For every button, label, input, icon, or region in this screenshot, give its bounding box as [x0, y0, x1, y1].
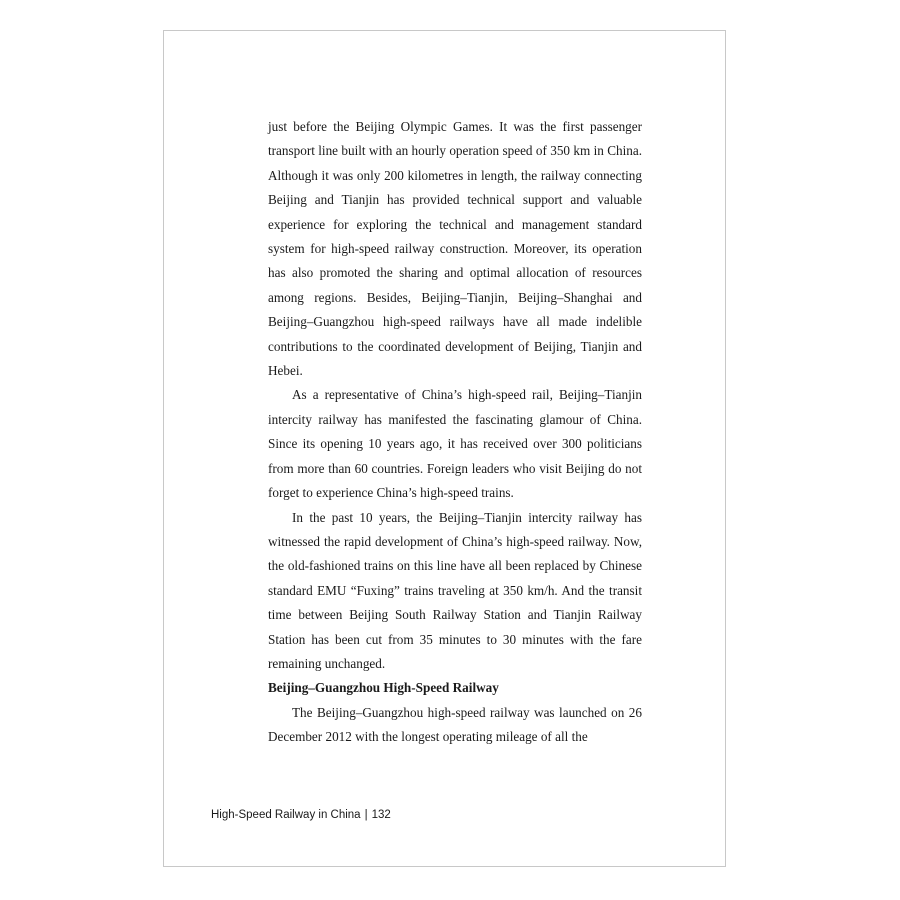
book-page [163, 30, 726, 867]
paragraph-past-ten-years: In the past 10 years, the Beijing–Tianjin intercity railway has witnessed the rapid development of China’s high-speed railway. Now, the old-fashioned trains on this line have all been replaced by Chinese standard EMU “Fuxing” trains traveling at 350 km/h. And the transit time between Beijing South Railway Station and Tianjin Railway Station has been cut from 35 minutes to 30 minutes with the fare remaining unchanged. [268, 509, 642, 671]
paragraph-continuation: just before the Beijing Olympic Games. It was the first passenger transport line built with an hourly operation speed of 350 km in China. Although it was only 200 kilometres in length, the railway connecting Beijing and Tianjin has provided technical support and valuable experience for exploring the technical and management standard system for high-speed railway construction. Moreover, its operation has also promoted the sharing and optimal allocation of resources among regions. Besides, Beijing–Tianjin, Beijing–Shanghai and Beijing–Guangzhou high-speed railways have all made indelible contributions to the coordinated development of Beijing, Tianjin and Hebei. [268, 119, 642, 379]
footer-page-number: 132 [371, 809, 391, 821]
paragraph-representative: As a representative of China’s high-speed rail, Beijing–Tianjin intercity railway has manifested the fascinating glamour of China. Since its opening 10 years ago, it has received over 300 politicians from more than 60 countries. Foreign leaders who visit Beijing do not forget to experience China’s high-speed trains. [268, 387, 642, 501]
body-text [268, 115, 642, 750]
paragraph-beijing-guangzhou: The Beijing–Guangzhou high-speed railway was launched on 26 December 2012 with the longest operating mileage of all the [268, 704, 642, 745]
footer-separator: | [364, 809, 368, 821]
footer-book-title: High-Speed Railway in China [211, 809, 361, 821]
page-footer [211, 809, 391, 821]
section-heading: Beijing–Guangzhou High-Speed Railway [268, 680, 499, 696]
